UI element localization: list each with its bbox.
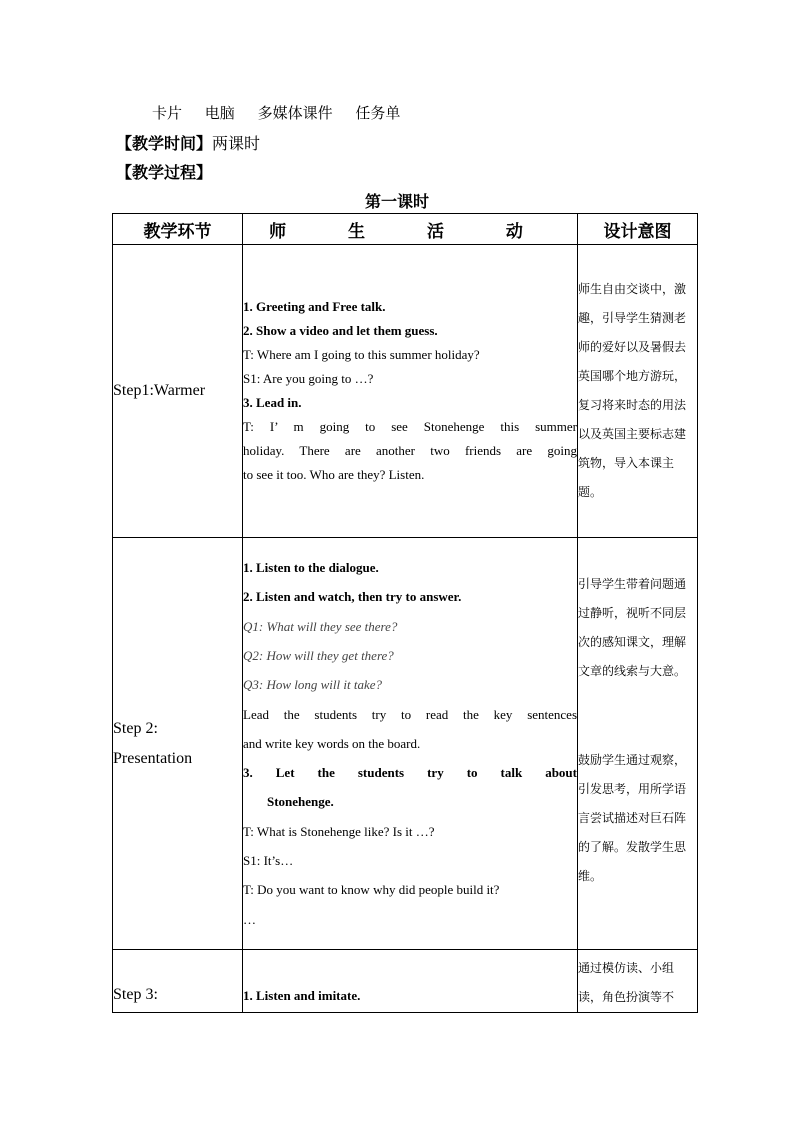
content-line: 1. Listen to the dialogue.	[243, 560, 379, 576]
content-line: Q1: What will they see there?	[243, 618, 398, 634]
content-line: 3. Let the students try to talk about	[243, 765, 577, 781]
lesson-plan-table	[112, 213, 698, 1013]
content-line: T: I’ m going to see Stonehenge this summer	[243, 419, 577, 434]
header-intent: 设计意图	[578, 214, 698, 245]
content-line: Q3: How long will it take?	[243, 677, 383, 693]
content-line: T: What is Stonehenge like? Is it …?	[243, 823, 435, 839]
material-item: 卡片	[152, 104, 183, 122]
materials-line	[152, 102, 414, 123]
content-line: 1. Listen and imitate.	[243, 987, 361, 1003]
step3-content	[243, 950, 578, 1013]
content-line: holiday. There are another two friends are going	[243, 443, 577, 458]
step2-intent-2: 鼓励学生通过观察，引发思考，用所学语言尝试描述对巨石阵的了解。发散学生思维。	[578, 753, 687, 883]
table-row	[113, 538, 698, 950]
header-step: 教学环节	[113, 214, 243, 245]
step1-intent: 师生自由交谈中，激趣，引导学生猜测老师的爱好以及暑假去英国哪个地方游玩，复习将来时态的用法以及英国主要标志建筑物，导入本课主题。	[578, 245, 698, 538]
material-item: 多媒体课件	[257, 104, 333, 122]
teaching-time-value: 两课时	[212, 134, 261, 153]
table-row	[113, 950, 698, 1013]
step3-label: Step 3:	[113, 950, 243, 1013]
content-line: T: Do you want to know why did people build it?	[243, 882, 500, 898]
step2-label	[113, 538, 243, 950]
header-activity: 师 生 活 动	[243, 214, 578, 245]
step2-label-line1: Step 2:	[113, 719, 158, 737]
content-line: and write key words on the board.	[243, 735, 421, 751]
table-header-row	[113, 214, 698, 245]
teaching-process-label: 【教学过程】	[116, 163, 213, 182]
content-line: Lead the students try to read the key sentences	[243, 706, 577, 722]
step1-label: Step1:Warmer	[113, 245, 243, 538]
period-title: 第一课时	[364, 192, 429, 211]
content-line: to see it too. Who are they? Listen.	[243, 467, 425, 482]
teaching-time-label: 【教学时间】	[116, 134, 213, 153]
step2-intent	[578, 538, 698, 950]
content-line: Stonehenge.	[267, 794, 334, 810]
content-line: Q2: How will they get there?	[243, 647, 394, 663]
table-row	[113, 245, 698, 538]
step2-intent-1: 引导学生带着问题通过静听，视听不同层次的感知课文，理解文章的线索与大意。	[578, 577, 687, 678]
content-line: S1: It’s…	[243, 853, 294, 869]
content-line: S1: Are you going to …?	[243, 371, 374, 386]
content-line: 3. Lead in.	[243, 395, 302, 410]
content-line: T: Where am I going to this summer holiday?	[243, 347, 480, 362]
material-item: 任务单	[355, 104, 401, 122]
content-line: 1. Greeting and Free talk.	[243, 299, 386, 314]
teaching-time-line	[116, 131, 260, 154]
material-item: 电脑	[204, 104, 235, 122]
content-line: …	[243, 911, 256, 927]
step2-content	[243, 538, 578, 950]
step3-intent: 通过模仿读、小组读，角色扮演等不	[578, 950, 698, 1013]
content-line: 2. Listen and watch, then try to answer.	[243, 589, 462, 605]
step2-label-line2: Presentation	[113, 749, 193, 767]
step1-content	[243, 245, 578, 538]
content-line: 2. Show a video and let them guess.	[243, 323, 438, 338]
